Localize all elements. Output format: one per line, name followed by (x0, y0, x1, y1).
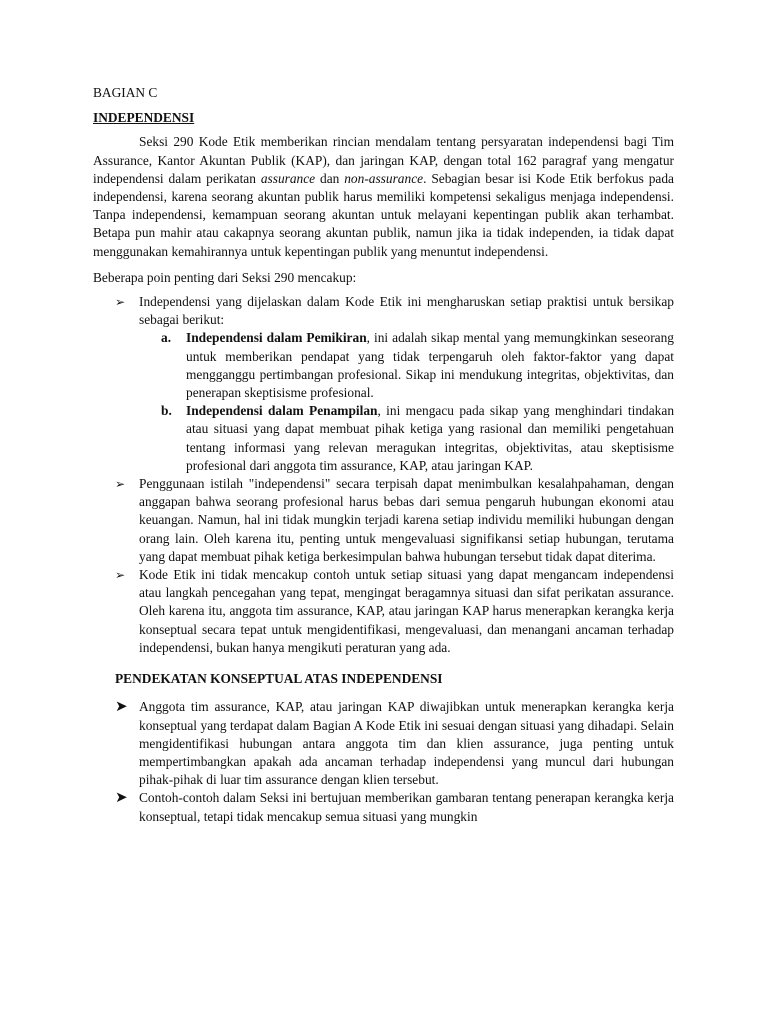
intro-paragraph: Seksi 290 Kode Etik memberikan rincian mendalam tentang persyaratan independensi bagi Tim Assurance, Kantor Akuntan Publik (KAP), dan jaringan KAP, dengan total 162 paragraf yang mengatur independensi dalam perikatan assurance dan non-assurance. Sebagian besar isi Kode Etik berfokus pada independensi, karena seorang akuntan publik harus memiliki kompetensi sekaligus menjaga independensi. Tanpa independensi, kemampuan seorang akuntan untuk melayani kepentingan publik akan terhambat. Betapa pun mahir atau cakapnya seorang akuntan publik, namun jika ia tidak independen, ia tidak dapat menggunakan kemahirannya untuk kepentingan publik yang menuntut independensi. (93, 134, 675, 259)
sub-item-appearance: b. Independensi dalam Penampilan, ini mengacu pada sikap yang menghindari tindakan atau situasi yang dapat membuat pihak ketiga yang rasional dan memiliki pengetahuan tentang informasi yang relevan meragukan integritas, objektivitas, atau skeptisisme profesional dari anggota tim assurance, KAP, atau jaringan KAP. (161, 403, 675, 473)
arrow-bullet-icon: ➤ (115, 697, 128, 716)
sub-list (139, 329, 674, 475)
document-page (93, 84, 674, 826)
list-item: ➢ Kode Etik ini tidak mencakup contoh untuk setiap situasi yang dapat mengancam independensi atau langkah pencegahan yang tepat, mengingat beragamnya situasi dan sifat perikatan assurance. Oleh karena itu, anggota tim assurance, KAP, atau jaringan KAP harus menerapkan kerangka kerja konseptual secara tepat untuk mengidentifikasi, mengevaluasi, dan menangani ancaman terhadap independensi, bukan hanya mengikuti peraturan yang ada. (115, 567, 674, 655)
points-intro: Beberapa poin penting dari Seksi 290 mencakup: (93, 269, 357, 285)
list-item: ➤ Contoh-contoh dalam Seksi ini bertujuan memberikan gambaran tentang penerapan kerangka kerja konseptual, tetapi tidak mencakup semua situasi yang mungkin (115, 788, 674, 824)
sub-item-mind: a. Independensi dalam Pemikiran, ini adalah sikap mental yang memungkinkan seseorang untuk memberikan pendapat yang tidak terpengaruh oleh faktor-faktor yang dapat mengganggu pertimbangan profesional. Sikap ini mendukung integritas, objektivitas, dan penerapan skeptisisme profesional. (161, 330, 674, 401)
term-mind: Independensi dalam Pemikiran (186, 330, 367, 346)
arrow-bullet-icon: ➤ (115, 788, 128, 807)
term-appearance: Independensi dalam Penampilan (186, 403, 378, 419)
list-item: ➢ Penggunaan istilah "independensi" secara terpisah dapat menimbulkan kesalahpahaman, dengan anggapan bahwa seorang profesional harus bebas dari semua pengaruh hubungan ekonomi atau keuangan. Namun, hal ini tidak mungkin terjadi karena setiap individu memiliki hubungan dengan orang lain. Oleh karena itu, penting untuk mengevaluasi signifikansi setiap hubungan, terutama yang dapat membuat pihak ketiga berkesimpulan bahwa hubungan tersebut tidak dapat diterima. (115, 476, 674, 564)
arrow-bullet-icon: ➢ (115, 568, 126, 583)
part-label: BAGIAN C (93, 85, 158, 100)
section2-list (93, 698, 674, 825)
list-item: ➤ Anggota tim assurance, KAP, atau jaringan KAP diwajibkan untuk menerapkan kerangka kerja konseptual yang terdapat dalam Bagian A Kode Etik ini sesuai dengan situasi yang dihadapi. Selain mengidentifikasi hubungan antara anggota tim dan klien assurance, juga penting untuk mempertimbangkan apakah ada ancaman terhadap independensi yang muncul dari hubungan pihak-pihak di luar tim assurance dengan klien tersebut. (115, 697, 674, 788)
section2-title: PENDEKATAN KONSEPTUAL ATAS INDEPENDENSI (115, 671, 443, 687)
non-assurance-term: non-assurance (344, 170, 424, 186)
arrow-bullet-icon: ➢ (115, 295, 126, 310)
arrow-bullet-icon: ➢ (115, 477, 126, 492)
list-item: ➢ Independensi yang dijelaskan dalam Kode Etik ini mengharuskan setiap praktisi untuk bersikap sebagai berikut: a. Independensi dalam Pemikiran, ini adalah sikap mental yang memungkinkan seseorang untuk memberikan pendapat yang tidak terpengaruh oleh faktor-faktor yang dapat mengganggu pertimbangan profesional. Sikap ini mendukung integritas, objektivitas, dan penerapan skeptisisme profesional. b. Independensi dalam Penampilan, ini mengacu pada sikap yang menghindari tindakan atau situasi yang dapat membuat pihak ketiga yang rasional dan memiliki pengetahuan tentang informasi yang relevan meragukan integritas, objektivitas, atau skeptisisme profesional dari anggota tim assurance, KAP, atau jaringan KAP. (93, 293, 674, 475)
assurance-term: assurance (260, 170, 316, 186)
key-points-list (93, 293, 674, 657)
section-title: INDEPENDENSI (93, 110, 195, 126)
